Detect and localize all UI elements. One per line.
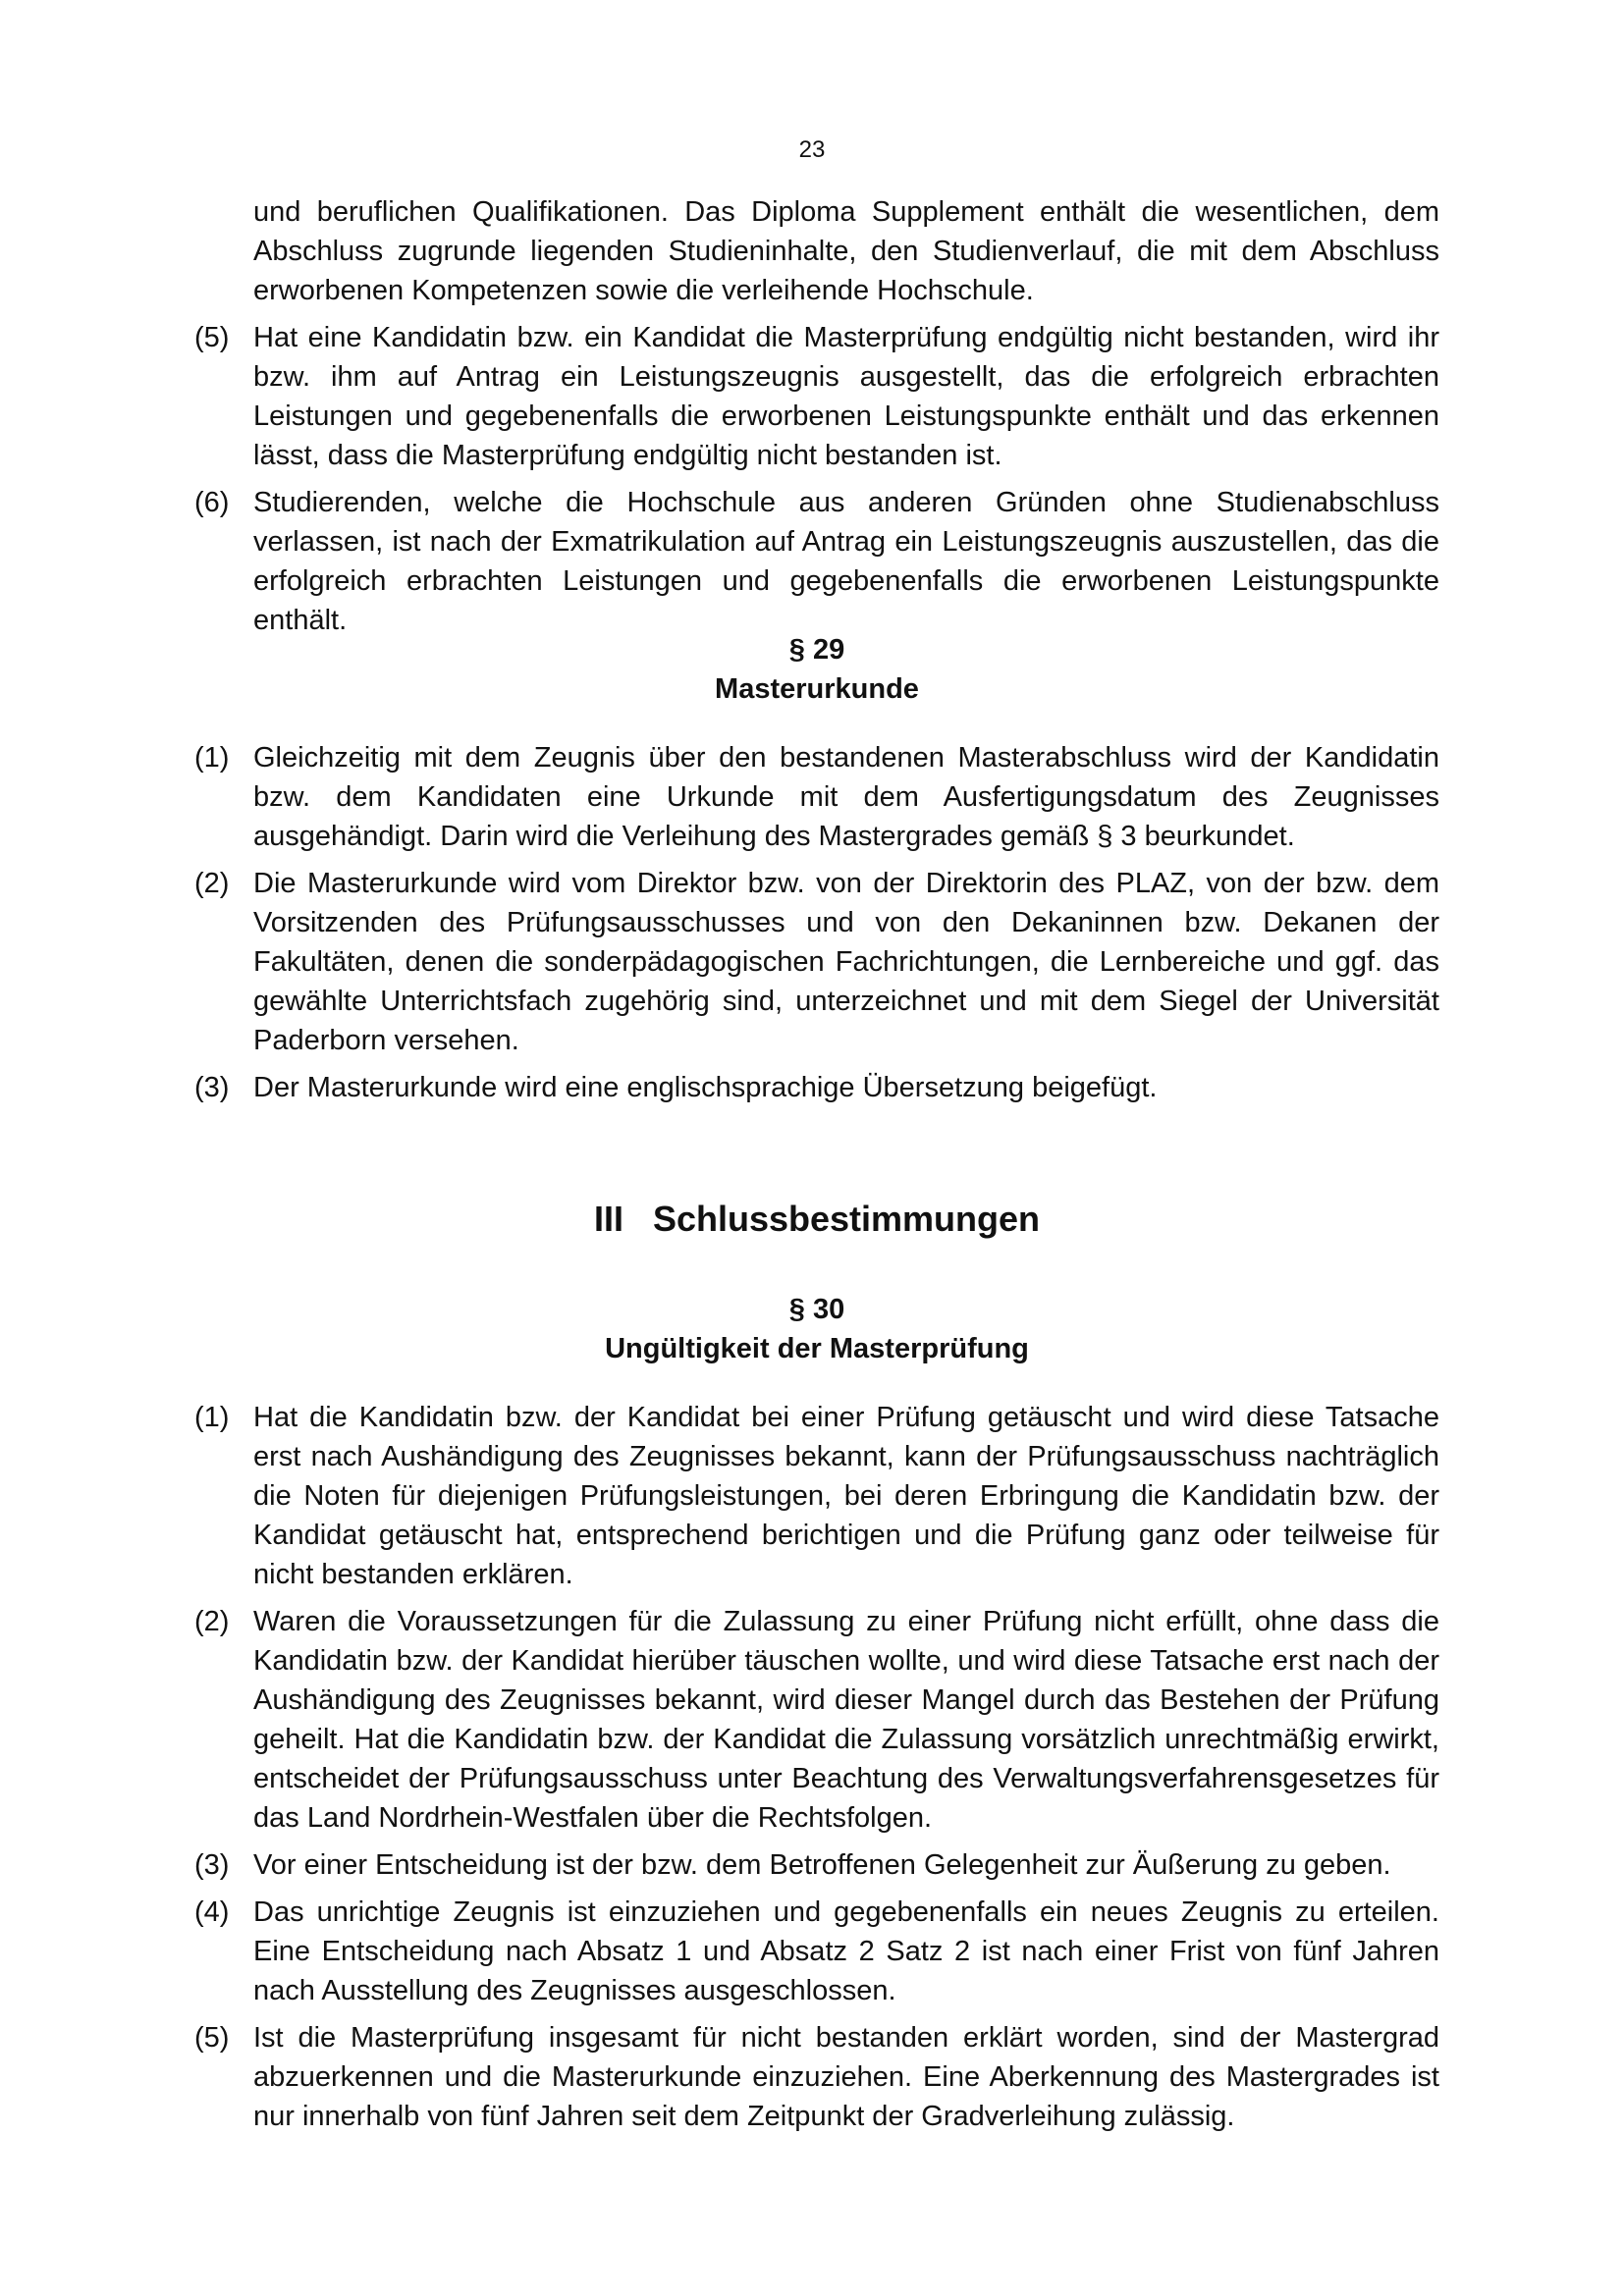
section-29-paragraph-1 xyxy=(194,738,1439,856)
section-number: § 29 xyxy=(788,634,845,666)
section-title: Masterurkunde xyxy=(715,673,919,705)
paragraph-text: Die Masterurkunde wird vom Direktor bzw. von der Direktorin des PLAZ, von der bzw. dem Vorsitzenden des Prüfungsausschusses und von den Dekaninnen bzw. Dekanen der Fakultäten, denen die sonderpädagogischen Fachrichtungen, die Lernbereiche und ggf. das gewählte Unterrichtsfach zugehörig sind, unterzeichnet und mit dem Siegel der Universität Paderborn versehen. xyxy=(253,868,1439,1056)
paragraph-number: (4) xyxy=(194,1896,230,1928)
section-title: Ungültigkeit der Masterprüfung xyxy=(605,1333,1029,1364)
paragraph-text: Hat eine Kandidatin bzw. ein Kandidat die Masterprüfung endgültig nicht bestanden, wird ihr bzw. ihm auf Antrag ein Leistungszeugnis ausgestellt, das die erfolgreich erbrachten Leistungen und gegebenenfalls die erworbenen Leistungspunkte enthält und das erkennen lässt, dass die Masterprüfung endgültig nicht bestanden ist. xyxy=(253,322,1439,471)
paragraph-number: (3) xyxy=(194,1072,230,1103)
section-30-body xyxy=(194,1398,1439,2144)
paragraph-number: (3) xyxy=(194,1849,230,1881)
section-29-paragraph-2 xyxy=(194,864,1439,1060)
paragraph-number: (1) xyxy=(194,1402,230,1433)
paragraph-text: Das unrichtige Zeugnis ist einzuziehen und gegebenenfalls ein neues Zeugnis zu erteilen. Eine Entscheidung nach Absatz 1 und Absatz 2 Satz 2 ist nach einer Frist von fünf Jahren nach Ausstellung des Zeugnisses ausgeschlossen. xyxy=(253,1896,1439,2006)
paragraph-text: Vor einer Entscheidung ist der bzw. dem Betroffenen Gelegenheit zur Äußerung zu geben. xyxy=(253,1849,1391,1881)
paragraph-text: Studierenden, welche die Hochschule aus anderen Gründen ohne Studienabschluss verlassen, ist nach der Exmatrikulation auf Antrag ein Leistungszeugnis auszustellen, das die erfolgreich erbrachten Leistungen und gegebenenfalls die erworbenen Leistungspunkte enthält. xyxy=(253,487,1439,636)
section-30-heading xyxy=(194,1290,1439,1368)
section-29-heading xyxy=(194,630,1439,709)
section-30-paragraph-2 xyxy=(194,1602,1439,1838)
section-30-paragraph-3 xyxy=(194,1845,1439,1885)
paragraph-6 xyxy=(194,483,1439,640)
paragraph-5 xyxy=(194,318,1439,475)
paragraph-text: Waren die Voraussetzungen für die Zulassung zu einer Prüfung nicht erfüllt, ohne dass die Kandidatin bzw. der Kandidat hierüber täuschen wollte, und wird diese Tatsache erst nach der Aushändigung des Zeugnisses bekannt, wird dieser Mangel durch das Bestehen der Prüfung geheilt. Hat die Kandidatin bzw. der Kandidat die Zulassung vorsätzlich unrechtmäßig erwirkt, entscheidet der Prüfungsausschuss unter Beachtung des Verwaltungsverfahrensgesetzes für das Land Nordrhein-Westfalen über die Rechtsfolgen. xyxy=(253,1606,1439,1834)
paragraph-text: Der Masterurkunde wird eine englischsprachige Übersetzung beigefügt. xyxy=(253,1072,1158,1103)
paragraph-number: (2) xyxy=(194,1606,230,1637)
continuation-text: und beruflichen Qualifikationen. Das Diploma Supplement enthält die wesentlichen, dem Abschluss zugrunde liegenden Studieninhalte, den Studienverlauf, die mit dem Abschluss erworbenen Kompetenzen sowie die verleihende Hochschule. xyxy=(253,196,1439,306)
paragraph-number: (6) xyxy=(194,487,230,518)
page-number: 23 xyxy=(798,136,826,163)
part-3-heading xyxy=(194,1198,1439,1241)
paragraph-number: (2) xyxy=(194,868,230,899)
top-block xyxy=(194,192,1439,648)
paragraph-text: Hat die Kandidatin bzw. der Kandidat bei einer Prüfung getäuscht und wird diese Tatsache erst nach Aushändigung des Zeugnisses bekannt, kann der Prüfungsausschuss nachträglich die Noten für diejenigen Prüfungsleistungen, bei deren Erbringung die Kandidatin bzw. der Kandidat getäuscht hat, entsprechend berichtigen und die Prüfung ganz oder teilweise für nicht bestanden erklären. xyxy=(253,1402,1439,1590)
paragraph-text: Gleichzeitig mit dem Zeugnis über den bestandenen Masterabschluss wird der Kandidatin bzw. dem Kandidaten eine Urkunde mit dem Ausfertigungsdatum des Zeugnisses ausgehändigt. Darin wird die Verleihung des Mastergrades gemäß § 3 beurkundet. xyxy=(253,742,1439,852)
paragraph-number: (5) xyxy=(194,322,230,353)
paragraph-text: Ist die Masterprüfung insgesamt für nicht bestanden erklärt worden, sind der Mastergrad abzuerkennen und die Masterurkunde einzuziehen. Eine Aberkennung des Mastergrades ist nur innerhalb von fünf Jahren seit dem Zeitpunkt der Gradverleihung zulässig. xyxy=(253,2022,1439,2132)
section-number: § 30 xyxy=(788,1294,845,1325)
section-30-paragraph-4 xyxy=(194,1893,1439,2010)
section-29-body xyxy=(194,738,1439,1115)
section-29-paragraph-3 xyxy=(194,1068,1439,1107)
part-roman-numeral: III xyxy=(593,1199,623,1239)
section-30-paragraph-5 xyxy=(194,2018,1439,2136)
section-30-paragraph-1 xyxy=(194,1398,1439,1594)
paragraph-number: (1) xyxy=(194,742,230,774)
paragraph-number: (5) xyxy=(194,2022,230,2054)
part-title: Schlussbestimmungen xyxy=(652,1199,1041,1239)
